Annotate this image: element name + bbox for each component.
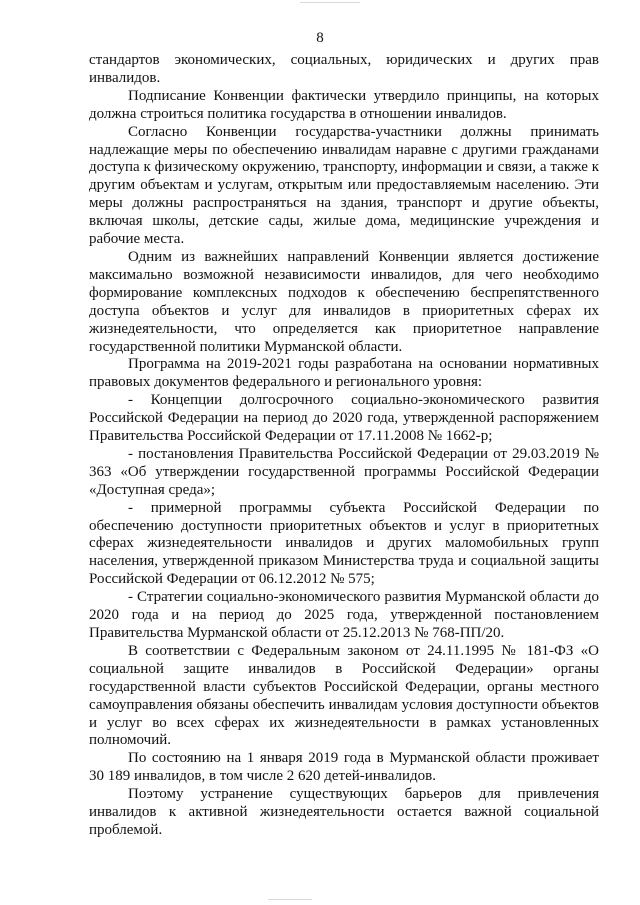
scan-artifact-bottom — [268, 899, 312, 900]
document-body — [89, 52, 599, 840]
scan-artifact-top — [300, 2, 360, 3]
list-item-strategy: - Стратегии социально-экономического развития Мурманской области до 2020 года и на период до 2025 года, утвержденной постановлением Правительства Мурманской области от 25.12.2013 № 768-ПП/20. — [89, 589, 599, 641]
paragraph-statistics: По состоянию на 1 января 2019 года в Мурманской области проживает 30 189 инвалидов, в том числе 2 620 детей-инвалидов. — [89, 750, 599, 785]
paragraph-convention-measures: Согласно Конвенции государства-участники должны принимать надлежащие меры по обеспечению инвалидам наравне с другими гражданами доступа к физическому окружению, транспорту, информации и связи, а также к другим объектам и услугам, открытым или предоставляемым населению. Эти меры должны распространяться на здания, транспорт и другие объекты, включая школы, детские сады, жилые дома, медицинские учреждения и рабочие места. — [89, 123, 599, 248]
paragraph-federal-law: В соответствии с Федеральным законом от 24.11.1995 № 181-ФЗ «О социальной защите инвалидов в Российской Федерации» органы государственной власти субъектов Российской Федерации, органы местного самоуправления обязаны обеспечить инвалидам условия доступности объектов и услуг во всех сферах их жизнедеятельности в рамках установленных полномочий. — [89, 642, 599, 749]
paragraph-conclusion: Поэтому устранение существующих барьеров для привлечения инвалидов к активной жизнедеятельности остается важной социальной проблемой. — [89, 786, 599, 838]
list-item-resolution: - постановления Правительства Российской Федерации от 29.03.2019 № 363 «Об утверждении государственной программы Российской Федерации «Доступная среда»; — [89, 445, 599, 498]
paragraph-program-basis: Программа на 2019-2021 годы разработана на основании нормативных правовых документов федерального и регионального уровня: — [89, 356, 599, 391]
paragraph-independence: Одним из важнейших направлений Конвенции является достижение максимально возможной независимости инвалидов, для чего необходимо формирование комплексных подходов к обеспечению беспрепятственного доступа объектов и услуг для инвалидов в приоритетных сферах их жизнедеятельности, что определяется как приоритетное направление государственной политики Мурманской области. — [89, 248, 599, 355]
paragraph-convention-signing: Подписание Конвенции фактически утвердило принципы, на которых должна строиться политика государства в отношении инвалидов. — [89, 87, 599, 122]
list-item-concept: - Концепции долгосрочного социально-экономического развития Российской Федерации на период до 2020 года, утвержденной распоряжением Правительства Российской Федерации от 17.11.2008 № 1662-р; — [89, 392, 599, 445]
page-number: 8 — [316, 30, 324, 46]
paragraph-continuation: стандартов экономических, социальных, юридических и других прав инвалидов. — [89, 52, 599, 86]
list-item-model-program: - примерной программы субъекта Российской Федерации по обеспечению доступности приоритетных объектов и услуг в приоритетных сферах жизнедеятельности инвалидов и других маломобильных групп населения, утвержденной приказом Министерства труда и социальной защиты Российской Федерации от 06.12.2012 № 575; — [89, 499, 599, 588]
